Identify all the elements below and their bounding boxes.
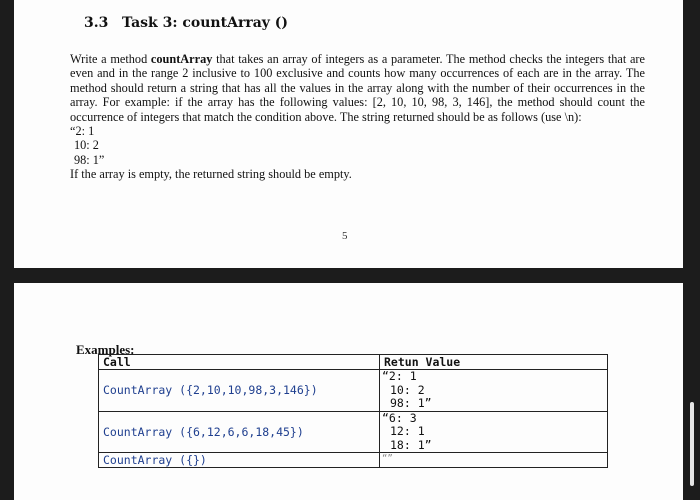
output-line-1: “2: 1: [70, 124, 95, 139]
empty-array-note: If the array is empty, the returned string should be empty.: [70, 167, 352, 182]
call-cell: CountArray ({6,12,6,6,18,45}): [99, 411, 380, 453]
scrollbar-thumb[interactable]: [690, 402, 694, 486]
return-cell: [380, 453, 608, 468]
return-line: “”: [382, 454, 393, 465]
description-paragraph: Write a method countArray that takes an array of integers as a parameter. The method checks the integers that are even and in the range 2 inclusive to 100 exclusive and counts how many occurrences of each are in the array. The method should return a string that has all the values in the array along with the number of their occurrences in the array. For example: if the array has the following values: [2, 10, 10, 98, 3, 146], the method should count the occurrence of integers that match the condition above. The string returned should be as follows (use \n):: [70, 52, 645, 124]
section-number: 3.3: [84, 15, 109, 31]
table-row: [99, 453, 608, 468]
table-row: [99, 370, 608, 412]
output-line-2: 10: 2: [74, 138, 99, 153]
output-line-3: 98: 1”: [74, 152, 105, 167]
return-line: “6: 3: [382, 410, 417, 425]
return-line: 12: 1: [390, 424, 425, 438]
examples-label: Examples:: [76, 342, 135, 357]
return-line: 10: 2: [390, 382, 425, 397]
examples-table: [98, 354, 608, 468]
method-name: countArray: [150, 52, 213, 66]
call-cell: CountArray ({2,10,10,98,3,146}): [99, 370, 380, 412]
section-heading: [84, 15, 288, 31]
return-column-header: Retun Value: [380, 355, 608, 370]
return-cell: [380, 370, 608, 412]
return-line: 98: 1”: [390, 396, 432, 410]
call-column-header: Call: [99, 355, 380, 370]
return-line: 18: 1”: [390, 437, 432, 452]
return-cell: [380, 411, 608, 453]
table-header-row: [99, 355, 608, 370]
section-title: Task 3: countArray (): [122, 15, 289, 31]
return-line: “2: 1: [382, 369, 417, 383]
page-number: 5: [342, 230, 348, 242]
task-description: [70, 52, 645, 182]
call-cell: CountArray ({}): [99, 453, 380, 468]
table-row: [99, 411, 608, 453]
